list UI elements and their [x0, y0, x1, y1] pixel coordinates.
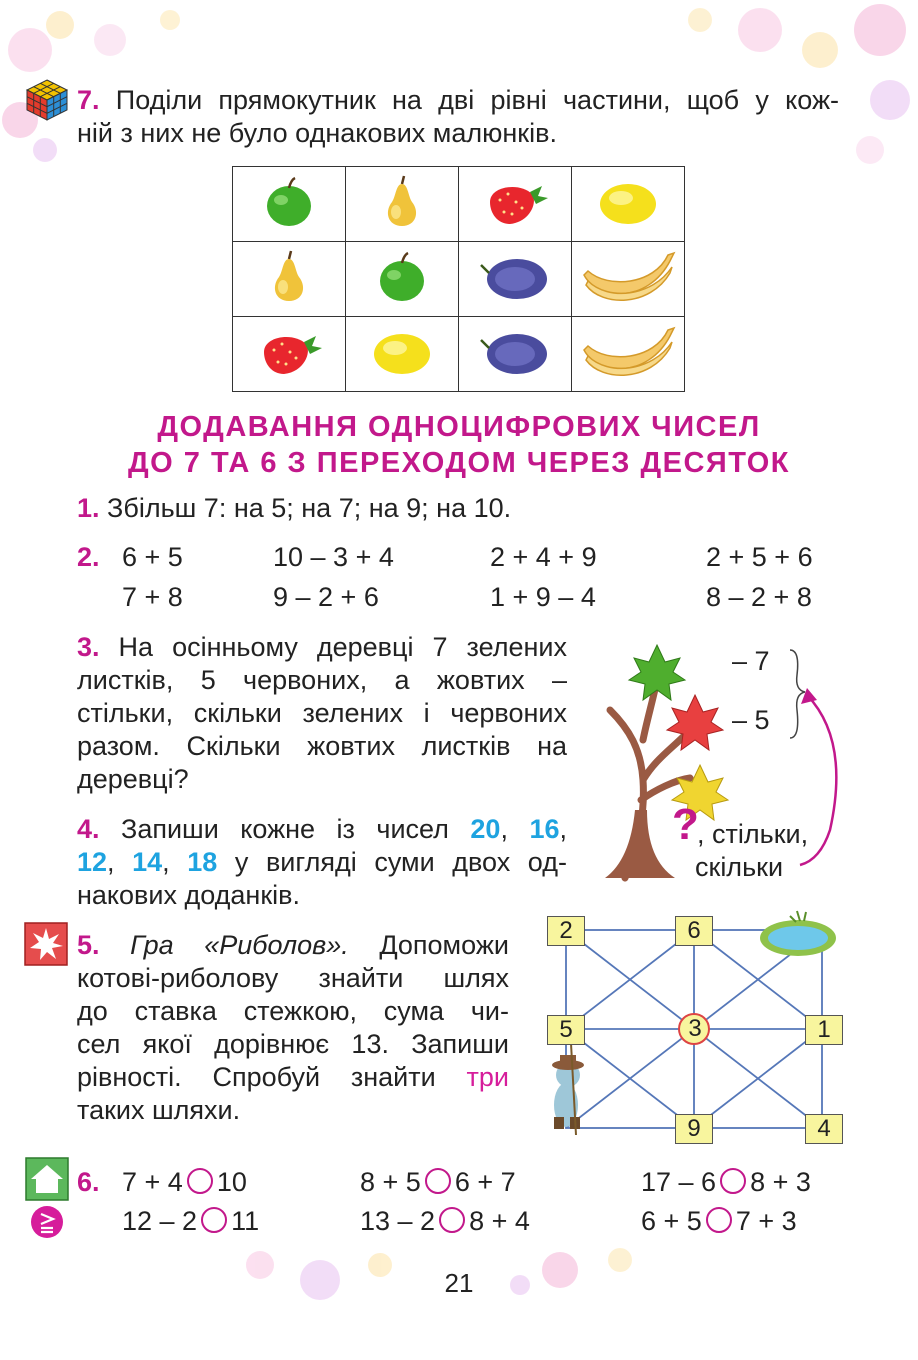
task6-r1-c1: [122, 1166, 247, 1198]
pond-icon: [760, 911, 836, 956]
page-number: 21: [444, 1268, 474, 1298]
separator: ,: [500, 814, 530, 844]
task4-text-b: у вигляді суми двох од-: [217, 847, 567, 877]
task6-r2-c1: [122, 1205, 259, 1237]
compare-right: 10: [216, 1167, 247, 1197]
task3-number: 3.: [77, 632, 100, 662]
fruit-grid[interactable]: [232, 166, 685, 392]
pear-icon[interactable]: [233, 242, 346, 317]
node-middle-right: 1: [805, 1015, 843, 1045]
task2-r2-c1: 7 + 8: [122, 582, 183, 612]
task6-r2-c2: [360, 1205, 530, 1237]
node-top-middle: 6: [675, 916, 713, 946]
node-bottom-right: 4: [805, 1114, 843, 1144]
task1-number: 1.: [77, 493, 100, 523]
fruit-grid-row: [233, 317, 685, 392]
fruit-grid-row: [233, 242, 685, 317]
task7-line1: [77, 84, 839, 116]
task2-r1-c4: 2 + 5 + 6: [706, 542, 813, 572]
task3-line1: [77, 631, 567, 663]
task3-line5: деревці?: [77, 764, 189, 794]
compare-circle[interactable]: [706, 1207, 732, 1233]
game-star-icon: [24, 922, 68, 966]
number-18: 18: [187, 847, 218, 877]
task2-r1-c2: 10 – 3 + 4: [273, 542, 394, 572]
compare-circle[interactable]: [439, 1207, 465, 1233]
task2-number: 2.: [77, 542, 100, 572]
task4-text-a: Запиши кожне із чисел: [121, 814, 471, 844]
number-14: 14: [132, 847, 163, 877]
separator: ,: [162, 847, 188, 877]
compare-right: 11: [231, 1206, 260, 1236]
task2-r2-c3: 1 + 9 – 4: [490, 582, 596, 612]
node-top-left: 2: [547, 916, 585, 946]
task5-game-title: Гра «Риболов».: [130, 930, 349, 960]
compare-right: 7 + 3: [735, 1206, 797, 1236]
task5-highlight-three: три: [466, 1062, 509, 1092]
diagram-minus5: – 5: [732, 705, 770, 735]
task5-line6: таких шляхи.: [77, 1095, 241, 1125]
task4-number: 4.: [77, 814, 100, 844]
task7-line2: ній з них не було однакових малюнків.: [77, 118, 557, 148]
number-20: 20: [470, 814, 501, 844]
diagram-label1: , стільки,: [697, 819, 809, 849]
plum-icon[interactable]: [459, 242, 572, 317]
task6-r1-c2: [360, 1166, 516, 1198]
node-bottom-middle: 9: [675, 1114, 713, 1144]
lemon-icon[interactable]: [346, 317, 459, 392]
lemon-icon[interactable]: [572, 167, 685, 242]
task2-r1-c3: 2 + 4 + 9: [490, 542, 597, 572]
task7-number: 7.: [77, 85, 100, 115]
task1: [77, 492, 511, 524]
task6-number: 6.: [77, 1167, 100, 1197]
task5-number: 5.: [77, 930, 100, 960]
separator: ,: [107, 847, 133, 877]
compare-left: 17 – 6: [641, 1167, 717, 1197]
compare-left: 7 + 4: [122, 1167, 183, 1197]
task5-line5: [77, 1061, 509, 1093]
task5-line3: до ставка стежкою, сума чи-: [77, 996, 509, 1026]
task7-text: Поділи прямокутник на дві рівні частини, щоб у кож-: [115, 85, 839, 115]
node-center: 3: [688, 1015, 702, 1042]
compare-circle[interactable]: [201, 1207, 227, 1233]
task2-r2-c4: 8 – 2 + 8: [706, 582, 812, 612]
compare-circle[interactable]: [720, 1168, 746, 1194]
fruit-grid-row: [233, 167, 685, 242]
task5-line2: котові-риболову знайти шлях: [77, 963, 509, 993]
task6-r1-c3: [641, 1166, 811, 1198]
task3-line2: листків, 5 червоних, а жовтих –: [77, 665, 567, 695]
strawberry-icon[interactable]: [459, 167, 572, 242]
diagram-minus7: – 7: [732, 646, 770, 676]
task2-r1-c1: 6 + 5: [122, 542, 183, 572]
task4-line2: [77, 846, 567, 878]
section-heading-line2: ДО 7 ТА 6 З ПЕРЕХОДОМ ЧЕРЕЗ ДЕСЯТОК: [128, 447, 790, 479]
task1-text: Збільш 7: на 5; на 7; на 9; на 10.: [107, 493, 512, 523]
task2-r2-c2: 9 – 2 + 6: [273, 582, 379, 612]
task3-line4: разом. Скільки жовтих листків на: [77, 731, 567, 761]
compare-sign-icon: [30, 1205, 64, 1239]
compare-left: 6 + 5: [641, 1206, 702, 1236]
apple-icon[interactable]: [346, 242, 459, 317]
compare-right: 6 + 7: [454, 1167, 516, 1197]
diagram-label2: скільки: [695, 852, 784, 882]
section-heading-line1: ДОДАВАННЯ ОДНОЦИФРОВИХ ЧИСЕЛ: [157, 411, 761, 443]
banana-icon[interactable]: [572, 242, 685, 317]
rubiks-cube-icon: [25, 78, 69, 122]
compare-right: 8 + 4: [469, 1206, 530, 1236]
plum-icon[interactable]: [459, 317, 572, 392]
task4-line3: накових доданків.: [77, 880, 301, 910]
number-16: 16: [529, 814, 560, 844]
task3-text-1: На осінньому деревці 7 зелених: [118, 632, 567, 662]
task3-line3: стільки, скільки зелених і червоних: [77, 698, 567, 728]
task5-line4: сел якої дорівнює 13. Запиши: [77, 1029, 509, 1059]
compare-circle[interactable]: [425, 1168, 451, 1194]
compare-left: 13 – 2: [360, 1206, 436, 1236]
diagram-question-mark: ?: [672, 800, 699, 849]
compare-right: 8 + 3: [750, 1167, 811, 1197]
banana-icon[interactable]: [572, 317, 685, 392]
task5-text-1: Допоможи: [379, 930, 509, 960]
task6-r2-c3: [641, 1205, 797, 1237]
task4-line1: 4. Запиши кожне із чисел 20, 16,: [77, 814, 567, 844]
home-icon: [25, 1157, 69, 1201]
number-12: 12: [77, 847, 108, 877]
strawberry-icon[interactable]: [233, 317, 346, 392]
node-middle-left: 5: [547, 1015, 585, 1045]
compare-left: 8 + 5: [360, 1167, 421, 1197]
apple-icon[interactable]: [233, 167, 346, 242]
task5-line1: [77, 929, 509, 961]
compare-left: 12 – 2: [122, 1206, 198, 1236]
task5-text-5: рівності. Спробуй знайти: [77, 1062, 467, 1092]
pear-icon[interactable]: [346, 167, 459, 242]
compare-circle[interactable]: [187, 1168, 213, 1194]
